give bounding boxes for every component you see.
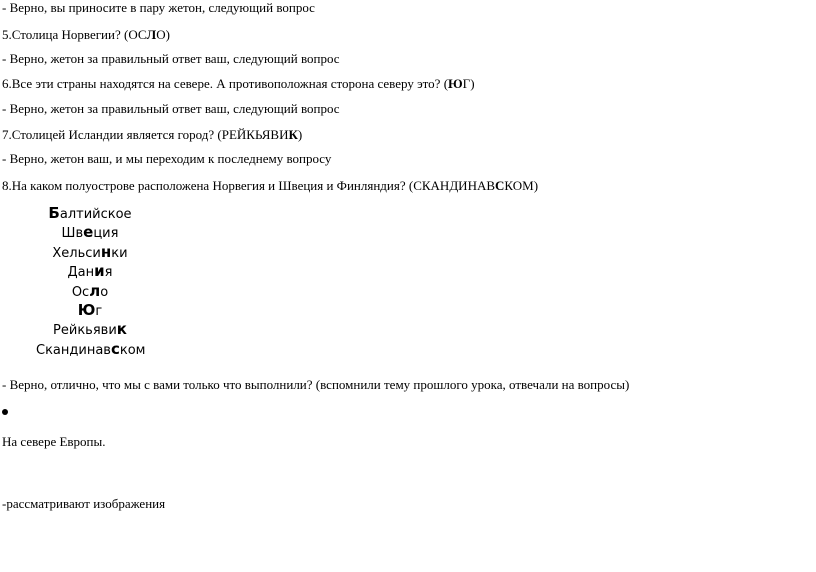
key-letter: л bbox=[89, 281, 101, 300]
key-letter: Ю bbox=[77, 300, 96, 319]
dialogue-line-4: - Верно, жетон ваш, и мы переходим к последнему вопросу bbox=[2, 151, 332, 166]
key-letter: Б bbox=[48, 204, 60, 222]
puzzle-word: Осло bbox=[71, 281, 109, 300]
key-letter: е bbox=[83, 223, 94, 242]
key-letter: с bbox=[110, 339, 120, 358]
question-7: 7.Столицей Исландии является город? (РЕЙКЬЯВИК) bbox=[2, 127, 303, 142]
dialogue-line-1: - Верно, вы приносите в пару жетон, следующий вопрос bbox=[2, 0, 315, 15]
bullet-icon bbox=[2, 409, 8, 415]
question-6: 6.Все эти страны находятся на севере. А противоположная сторона северу это? (ЮГ) bbox=[2, 76, 475, 91]
dialogue-line-3: - Верно, жетон за правильный ответ ваш, следующий вопрос bbox=[2, 101, 340, 116]
key-letter: н bbox=[100, 242, 112, 261]
activity-note: -рассматривают изображения bbox=[2, 496, 166, 511]
key-letter: Л bbox=[146, 27, 157, 42]
puzzle-word: Рейкьявик bbox=[53, 320, 127, 339]
key-letter: к bbox=[116, 320, 127, 339]
puzzle-word: Швеция bbox=[61, 223, 119, 242]
puzzle-word: Дания bbox=[67, 262, 113, 281]
key-letter: К bbox=[288, 127, 298, 142]
question-5: 5.Столица Норвегии? (ОСЛО) bbox=[2, 27, 170, 42]
key-letter: и bbox=[94, 262, 105, 281]
key-letter: Ю bbox=[448, 76, 463, 91]
dialogue-question: - Верно, отлично, что мы с вами только что выполнили? (вспомнили тему прошлого урока, отвечали на вопросы) bbox=[2, 377, 630, 392]
dialogue-line-2: - Верно, жетон за правильный ответ ваш, следующий вопрос bbox=[2, 51, 340, 66]
puzzle-word: Скандинавском bbox=[36, 339, 146, 358]
answer-text: На севере Европы. bbox=[2, 434, 106, 449]
question-8: 8.На каком полуострове расположена Норвегия и Швеция и Финляндия? (СКАНДИНАВСКОМ) bbox=[2, 178, 539, 193]
puzzle-word: Хельсинки bbox=[52, 242, 128, 261]
puzzle-word: Балтийское bbox=[48, 204, 132, 222]
puzzle-word: Юг bbox=[77, 300, 103, 319]
word-puzzle bbox=[36, 204, 144, 359]
key-letter: С bbox=[495, 178, 505, 193]
